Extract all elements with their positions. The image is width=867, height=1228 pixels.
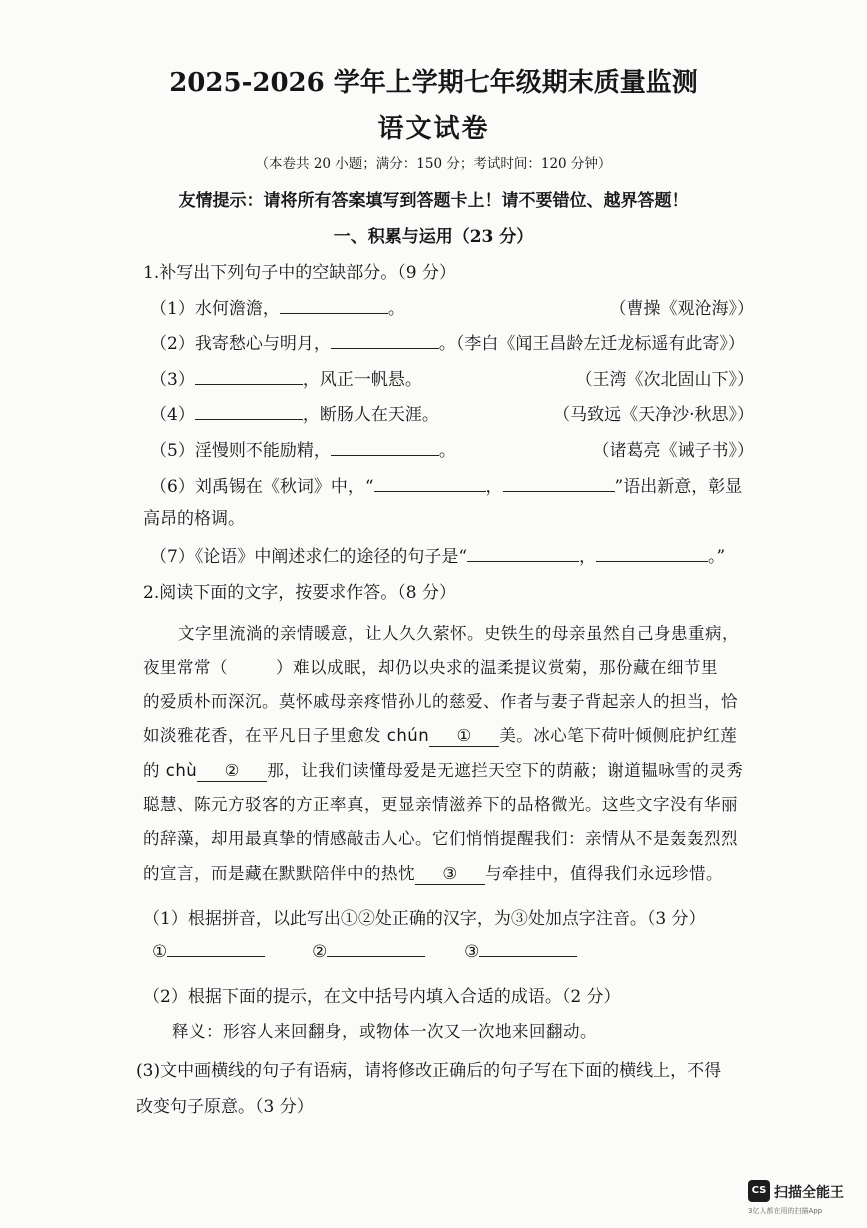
answer-blank — [327, 942, 425, 957]
answer-blank — [467, 547, 579, 562]
exam-meta: （本卷共 20 小题；满分：150 分；考试时间：120 分钟） — [255, 156, 612, 172]
q1-item-6-comma: ， — [485, 477, 503, 497]
q1-item-2-end: 。（李白《闻王昌龄左迁龙标遥有此寄》） — [438, 334, 745, 354]
q1-item-1-source: （曹操《观沧海》） — [609, 299, 754, 319]
q1-item-2-text: （2）我寄愁心与明月， — [150, 334, 331, 354]
q1-item-7-text: （7）《论语》中阐述求仁的途径的句子是“ — [150, 547, 468, 567]
q1-item-4-text: （4） — [150, 405, 195, 425]
q2-sub-1: （1）根据拼音，以此写出①②处正确的汉字，为③处加点字注音。（3 分） — [143, 909, 706, 929]
passage-text: ）难以成眠，却仍以央求的温柔提议赏菊，那份藏在细节里 — [276, 658, 718, 677]
exam-subtitle: 语文试卷 — [377, 114, 490, 144]
scanner-watermark — [748, 1180, 853, 1220]
q1-item-3-end: ，风正一帆悬。 — [302, 370, 422, 390]
q1-item-5-source: （诸葛亮《诫子书》） — [592, 441, 754, 461]
section-heading: 一、积累与运用（23 分） — [333, 227, 534, 247]
passage-text: 的宣言，而是藏在默默陪伴中的热忱 — [143, 864, 415, 883]
question-2-stem: 2.阅读下面的文字，按要求作答。（8 分） — [143, 583, 456, 603]
blank-marker-3: ③ — [415, 864, 485, 885]
q1-item-6 — [150, 472, 742, 497]
q2-sub-1-answers — [152, 942, 577, 962]
q1-item-1 — [150, 294, 405, 319]
exam-notice: 友情提示：请将所有答案填写到答题卡上！请不要错位、越界答题！ — [178, 191, 689, 211]
q1-item-4-end: ，断肠人在天涯。 — [302, 405, 439, 425]
answer-blank — [374, 477, 486, 492]
passage-line: 的辞藻，却用最真挚的情感敲击人心。它们悄悄提醒我们：亲情从不是轰轰烈烈 — [143, 829, 738, 848]
answer-label-1: ① — [152, 942, 168, 962]
q1-item-7-comma: ， — [579, 547, 597, 567]
q1-item-6-text: （6）刘禹锡在《秋词》中，“ — [150, 477, 374, 497]
q2-sub-3-cont: 改变句子原意。（3 分） — [136, 1097, 314, 1117]
exam-title: 2025-2026 学年上学期七年级期末质量监测 — [169, 68, 698, 98]
q2-sub-2: （2）根据下面的提示，在文中括号内填入合适的成语。（2 分） — [143, 987, 621, 1007]
answer-blank — [479, 942, 577, 957]
q1-item-3-source: （王湾《次北固山下》） — [575, 370, 754, 390]
q1-item-2 — [150, 329, 745, 354]
passage-line — [143, 654, 718, 678]
q1-item-1-end: 。 — [387, 299, 405, 319]
passage-line: 聪慧、陈元方驳客的方正率真，更显亲情滋养下的品格微光。这些文字没有华丽 — [143, 795, 738, 814]
scanner-logo-icon: CS — [748, 1180, 770, 1202]
answer-blank — [167, 942, 265, 957]
answer-blank — [331, 441, 439, 456]
passage-line — [143, 722, 737, 747]
blank-marker-2: ② — [197, 761, 267, 782]
answer-blank — [503, 477, 615, 492]
answer-blank — [331, 334, 439, 349]
answer-blank — [280, 299, 388, 314]
passage-text: 如淡雅花香，在平凡日子里愈发 chún — [143, 726, 430, 745]
scanner-tagline: 3亿人都在用的扫描App — [748, 1207, 823, 1215]
passage-text: 美。冰心笔下荷叶倾侧庇护红莲 — [499, 726, 738, 745]
passage-line — [143, 757, 743, 782]
q1-item-5-end: 。 — [438, 441, 456, 461]
q1-item-6-cont: 高昂的格调。 — [143, 509, 245, 529]
q1-item-3 — [150, 365, 422, 390]
q1-item-7-end: 。” — [708, 547, 726, 567]
passage-text: 的 chù — [143, 761, 198, 780]
passage-line: 的爱质朴而深沉。莫怀戚母亲疼惜孙儿的慈爱、作者与妻子背起亲人的担当，恰 — [143, 692, 738, 711]
passage-line: 文字里流淌的亲情暖意，让人久久萦怀。史铁生的母亲虽然自己身患重病， — [178, 624, 739, 643]
q1-item-1-text: （1）水何澹澹， — [150, 299, 280, 319]
passage-text: 夜里常常（ — [143, 658, 228, 677]
q1-item-4-source: （马致远《天净沙·秋思》） — [553, 405, 754, 425]
blank-marker-1: ① — [429, 726, 499, 747]
q1-item-5 — [150, 436, 456, 461]
q2-sub-3: (3)文中画横线的句子有语病，请将修改正确后的句子写在下面的横线上，不得 — [136, 1061, 722, 1081]
q1-item-4 — [150, 400, 439, 425]
answer-label-3: ③ — [464, 942, 480, 962]
q1-item-5-text: （5）淫慢则不能励精， — [150, 441, 331, 461]
answer-blank — [195, 405, 303, 420]
answer-label-2: ② — [312, 942, 328, 962]
answer-blank — [195, 370, 303, 385]
scanner-name: 扫描全能王 — [774, 1185, 844, 1201]
question-1-stem: 1.补写出下列句子中的空缺部分。（9 分） — [143, 263, 456, 283]
q1-item-7 — [150, 542, 725, 567]
q2-sub-2-hint: 释义：形容人来回翻身，或物体一次又一次地来回翻动。 — [172, 1022, 597, 1041]
q1-item-3-text: （3） — [150, 370, 195, 390]
answer-blank — [596, 547, 708, 562]
q1-item-6-tail: ”语出新意，彰显 — [614, 477, 743, 497]
passage-text: 那，让我们读懂母爱是无遮拦天空下的荫蔽；谢道韫咏雪的灵秀 — [267, 761, 744, 780]
passage-text: 与牵挂中，值得我们永远珍惜。 — [485, 864, 723, 883]
passage-line — [143, 860, 723, 885]
